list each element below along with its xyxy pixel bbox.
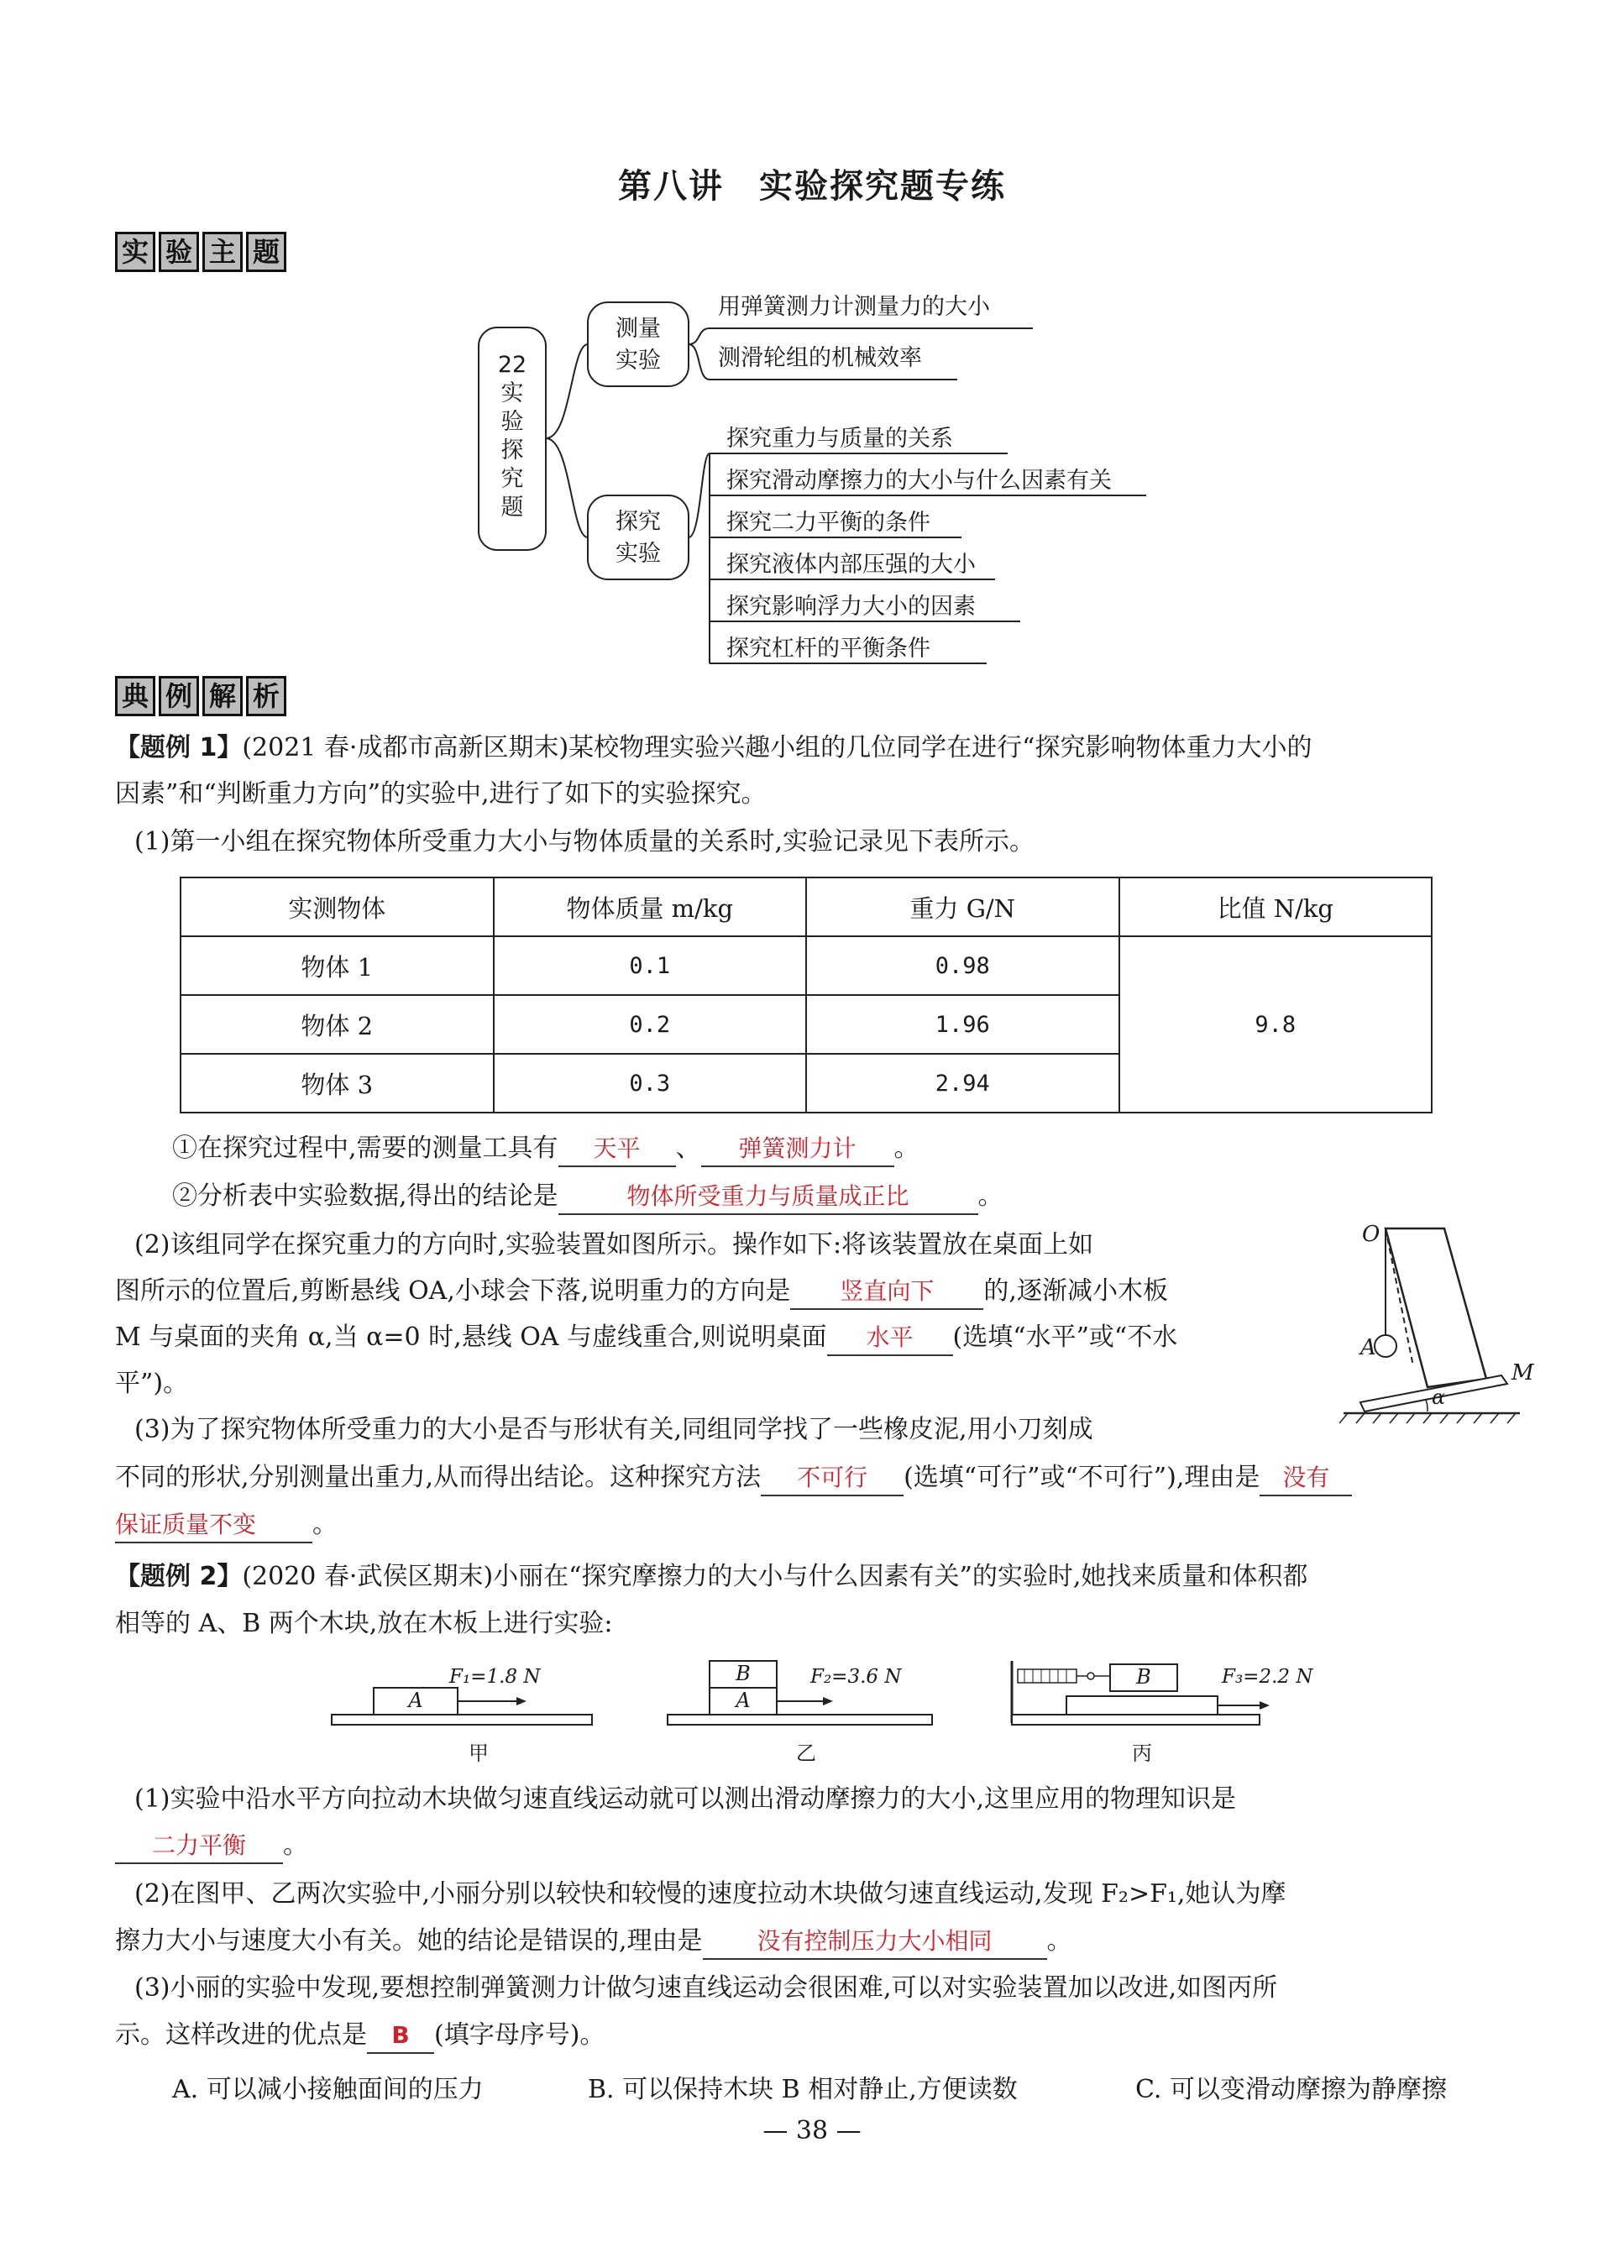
block-a-yi: A <box>736 1689 751 1712</box>
table-cell: 0.2 <box>494 995 807 1054</box>
block-b-yi: B <box>736 1662 751 1685</box>
caption-yi: 乙 <box>796 1742 816 1765</box>
text: (选填“水平”或“不水 <box>952 1323 1178 1352</box>
block-a-jia: A <box>408 1689 423 1712</box>
table-cell: 物体 2 <box>181 995 494 1054</box>
option-b: B. 可以保持木块 B 相对静止,方便读数 <box>588 2075 1018 2104</box>
ex1-q2-line3 <box>115 1314 1177 1361</box>
ex1-q2-line1: (2)该组同学在探究重力的方向时,实验装置如图所示。操作如下:将该装置放在桌面上如 <box>134 1230 1094 1260</box>
text: (填字母序号)。 <box>434 2020 605 2050</box>
table-header-cell: 重力 G/N <box>806 877 1119 936</box>
mindmap-item: 探究液体内部压强的大小 <box>726 552 976 578</box>
root-char: 题 <box>500 495 524 521</box>
ex1-text: (2021 春·成都市高新区期末)某校物理实验兴趣小组的几位同学在进行“探究影响物体重力大小的 <box>242 733 1312 762</box>
label-o: O <box>1362 1222 1380 1247</box>
ex1-tag: 【题例 1】 <box>115 733 243 762</box>
text: 。 <box>283 1831 308 1860</box>
text: ①在探究过程中,需要的测量工具有 <box>172 1134 558 1163</box>
section-char: 典 <box>115 676 155 716</box>
caption-jia: 甲 <box>469 1742 489 1765</box>
ex1-q2-line2 <box>115 1268 1168 1315</box>
table-header-row <box>181 877 1432 936</box>
branch-label: 实验 <box>616 348 661 374</box>
ex2-intro-line2: 相等的 A、B 两个木块,放在木板上进行实验: <box>115 1609 613 1638</box>
ex1-intro-line1 <box>115 725 1312 772</box>
ex2-text: (2020 春·武侯区期末)小丽在“探究摩擦力的大小与什么因素有关”的实验时,她找来质量和体积都 <box>242 1562 1308 1591</box>
table-cell-ratio: 9.8 <box>1119 936 1433 1113</box>
page-number: — 38 — <box>762 2116 862 2145</box>
branch-label: 探究 <box>616 509 661 535</box>
ex2-q3-line1: (3)小丽的实验中发现,要想控制弹簧测力计做匀速直线运动会很困难,可以对实验装置加以改进,如图丙所 <box>134 1973 1278 2003</box>
text: 擦力大小与速度大小有关。她的结论是错误的,理由是 <box>115 1926 703 1956</box>
answer-blank: 没有 <box>1260 1461 1352 1496</box>
option-a: A. 可以减小接触面间的压力 <box>172 2075 484 2104</box>
ex2-tag: 【题例 2】 <box>115 1562 243 1591</box>
text: (选填“可行”或“不可行”),理由是 <box>904 1463 1260 1492</box>
section-char: 例 <box>159 676 199 716</box>
mindmap-item: 用弹簧测力计测量力的大小 <box>718 294 990 320</box>
ex1-intro-line2: 因素”和“判断重力方向”的实验中,进行了如下的实验探究。 <box>115 779 767 809</box>
ex1-s2 <box>172 1173 1003 1220</box>
mindmap-item: 探究杠杆的平衡条件 <box>726 636 930 662</box>
text: 。 <box>977 1181 1003 1211</box>
table-cell: 2.94 <box>806 1054 1119 1113</box>
text: 图所示的位置后,剪断悬线 OA,小球会下落,说明重力的方向是 <box>115 1276 791 1306</box>
branch-label: 测量 <box>616 316 661 342</box>
ex1-q3-line2 <box>115 1454 1352 1501</box>
ex2-q1-line2 <box>115 1822 308 1869</box>
ex1-q3-line3 <box>115 1501 338 1548</box>
force-label-f1: F₁=1.8 N <box>449 1666 541 1688</box>
label-m: M <box>1511 1360 1534 1385</box>
root-char: 22 <box>497 352 527 378</box>
section-header-examples <box>115 676 286 716</box>
section-char: 主 <box>202 232 243 272</box>
ex1-data-table <box>180 877 1433 1113</box>
answer-blank: 弹簧测力计 <box>701 1132 894 1167</box>
branch-label: 实验 <box>616 541 661 567</box>
ex2-q3-line2 <box>115 2012 605 2059</box>
answer-blank: 天平 <box>558 1132 676 1167</box>
root-char: 验 <box>500 409 524 435</box>
table-row <box>181 936 1432 995</box>
answer-blank: B <box>367 2019 434 2054</box>
answer-blank: 物体所受重力与质量成正比 <box>558 1180 978 1215</box>
mindmap-branch-explore <box>588 506 689 570</box>
table-header-cell: 实测物体 <box>181 877 494 936</box>
section-header-topics <box>115 232 286 272</box>
answer-blank: 保证质量不变 <box>115 1508 312 1543</box>
mindmap-branch-measure <box>588 313 689 377</box>
table-cell: 1.96 <box>806 995 1119 1054</box>
mindmap-item: 探究重力与质量的关系 <box>726 426 953 452</box>
root-char: 究 <box>500 466 524 492</box>
text: 、 <box>675 1134 701 1163</box>
caption-bing: 丙 <box>1132 1742 1152 1765</box>
label-alpha: α <box>1432 1385 1446 1409</box>
text: 。 <box>312 1510 338 1539</box>
answer-blank: 没有控制压力大小相同 <box>703 1925 1047 1960</box>
text: 。 <box>1046 1926 1072 1956</box>
table-cell: 物体 1 <box>181 936 494 995</box>
section-char: 验 <box>159 232 199 272</box>
ex1-q1: (1)第一小组在探究物体所受重力大小与物体质量的关系时,实验记录见下表所示。 <box>134 827 1035 856</box>
text: ②分析表中实验数据,得出的结论是 <box>172 1181 558 1211</box>
ex2-intro-line1 <box>115 1553 1307 1600</box>
mindmap-root <box>479 351 546 522</box>
table-cell: 0.98 <box>806 936 1119 995</box>
mindmap-item: 探究滑动摩擦力的大小与什么因素有关 <box>726 468 1112 494</box>
text: 示。这样改进的优点是 <box>115 2020 367 2050</box>
section-char: 析 <box>246 676 286 716</box>
ex1-s1 <box>172 1125 919 1172</box>
ex1-q3-line1: (3)为了探究物体所受重力的大小是否与形状有关,同组同学找了一些橡皮泥,用小刀刻成 <box>134 1415 1093 1444</box>
section-char: 实 <box>115 232 155 272</box>
force-label-f2: F₂=3.6 N <box>810 1666 902 1688</box>
text: 不同的形状,分别测量出重力,从而得出结论。这种探究方法 <box>115 1463 762 1492</box>
page-title: 第八讲 实验探究题专练 <box>618 167 1006 206</box>
root-char: 实 <box>500 380 524 406</box>
text: 。 <box>893 1134 919 1163</box>
ex2-q2-line1: (2)在图甲、乙两次实验中,小丽分别以较快和较慢的速度拉动木块做匀速直线运动,发现 F₂>F₁,她认为摩 <box>134 1879 1286 1909</box>
block-b-bing: B <box>1136 1665 1151 1689</box>
answer-blank: 水平 <box>827 1321 953 1356</box>
ex2-q1-line1: (1)实验中沿水平方向拉动木块做匀速直线运动就可以测出滑动摩擦力的大小,这里应用的物理知识是 <box>134 1784 1237 1814</box>
section-char: 解 <box>202 676 243 716</box>
mindmap-item: 探究二力平衡的条件 <box>726 510 930 536</box>
table-header-cell: 物体质量 m/kg <box>494 877 807 936</box>
table-cell: 0.3 <box>494 1054 807 1113</box>
mindmap-item: 探究影响浮力大小的因素 <box>726 594 976 620</box>
label-a: A <box>1360 1335 1376 1360</box>
table-cell: 0.1 <box>494 936 807 995</box>
answer-blank: 竖直向下 <box>790 1275 983 1310</box>
mindmap-item: 测滑轮组的机械效率 <box>718 345 922 371</box>
section-char: 题 <box>246 232 286 272</box>
answer-blank: 不可行 <box>761 1461 904 1496</box>
text: M 与桌面的夹角 α,当 α=0 时,悬线 OA 与虚线重合,则说明桌面 <box>115 1323 827 1352</box>
option-c: C. 可以变滑动摩擦为静摩擦 <box>1135 2075 1447 2104</box>
root-char: 探 <box>500 437 524 464</box>
ex2-q2-line2 <box>115 1918 1072 1965</box>
ex1-q2-line4: 平”)。 <box>115 1369 189 1398</box>
answer-blank: 二力平衡 <box>115 1829 283 1864</box>
table-cell: 物体 3 <box>181 1054 494 1113</box>
table-header-cell: 比值 N/kg <box>1119 877 1433 936</box>
text: 的,逐渐减小木板 <box>983 1276 1168 1306</box>
force-label-f3: F₃=2.2 N <box>1222 1666 1313 1688</box>
